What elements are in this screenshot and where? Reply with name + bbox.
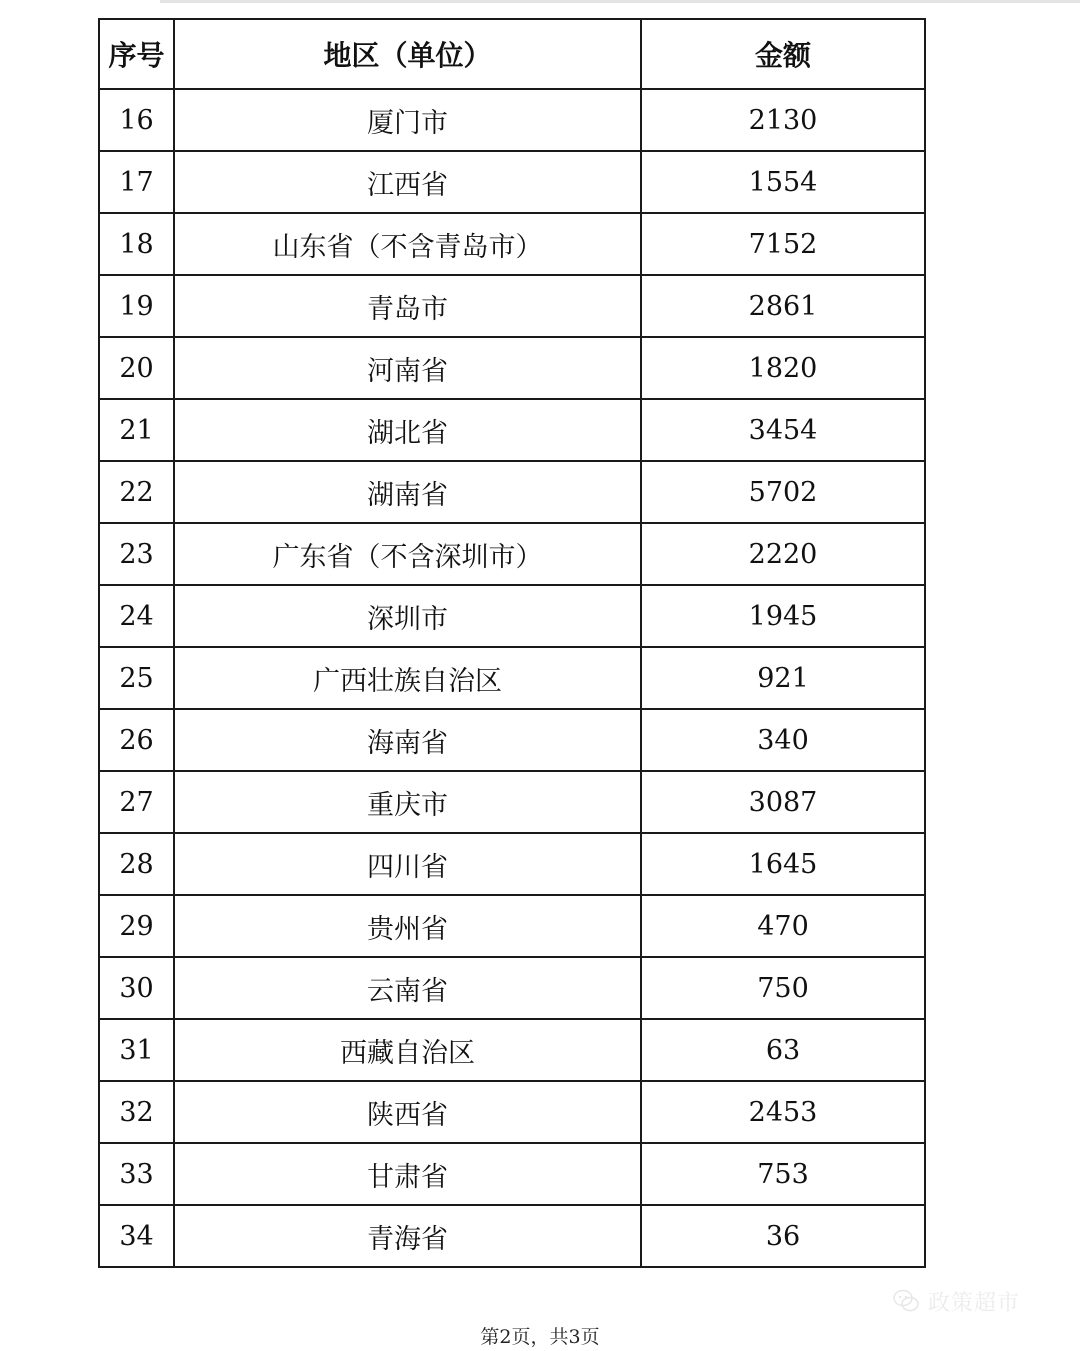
cell-amount: 3087 bbox=[641, 771, 925, 833]
table-row bbox=[99, 523, 925, 585]
header-amount: 金额 bbox=[641, 19, 925, 89]
watermark bbox=[892, 1284, 1062, 1318]
cell-region: 湖南省 bbox=[174, 461, 641, 523]
cell-amount: 36 bbox=[641, 1205, 925, 1267]
cell-amount: 921 bbox=[641, 647, 925, 709]
table-body bbox=[99, 89, 925, 1267]
table-row bbox=[99, 151, 925, 213]
cell-index: 33 bbox=[99, 1143, 174, 1205]
cell-amount: 2130 bbox=[641, 89, 925, 151]
cell-index: 17 bbox=[99, 151, 174, 213]
cell-amount: 753 bbox=[641, 1143, 925, 1205]
table-row bbox=[99, 1081, 925, 1143]
cell-region: 甘肃省 bbox=[174, 1143, 641, 1205]
cell-index: 22 bbox=[99, 461, 174, 523]
cell-amount: 63 bbox=[641, 1019, 925, 1081]
table-row bbox=[99, 709, 925, 771]
cell-region: 青岛市 bbox=[174, 275, 641, 337]
table-row bbox=[99, 833, 925, 895]
table-row bbox=[99, 275, 925, 337]
cell-amount: 340 bbox=[641, 709, 925, 771]
cell-index: 21 bbox=[99, 399, 174, 461]
cell-amount: 1645 bbox=[641, 833, 925, 895]
cell-region: 广东省（不含深圳市） bbox=[174, 523, 641, 585]
cell-index: 18 bbox=[99, 213, 174, 275]
cell-index: 20 bbox=[99, 337, 174, 399]
table-row bbox=[99, 213, 925, 275]
cell-amount: 1554 bbox=[641, 151, 925, 213]
table-row bbox=[99, 399, 925, 461]
table-row bbox=[99, 585, 925, 647]
cell-amount: 750 bbox=[641, 957, 925, 1019]
header-row bbox=[99, 19, 925, 89]
cell-amount: 2861 bbox=[641, 275, 925, 337]
cell-region: 云南省 bbox=[174, 957, 641, 1019]
cell-index: 32 bbox=[99, 1081, 174, 1143]
cell-index: 16 bbox=[99, 89, 174, 151]
cell-amount: 1820 bbox=[641, 337, 925, 399]
cell-index: 30 bbox=[99, 957, 174, 1019]
header-region: 地区（单位） bbox=[174, 19, 641, 89]
cell-index: 28 bbox=[99, 833, 174, 895]
wechat-icon bbox=[892, 1287, 920, 1315]
cell-region: 深圳市 bbox=[174, 585, 641, 647]
cell-region: 青海省 bbox=[174, 1205, 641, 1267]
cell-index: 24 bbox=[99, 585, 174, 647]
table-row bbox=[99, 89, 925, 151]
cell-region: 山东省（不含青岛市） bbox=[174, 213, 641, 275]
table-row bbox=[99, 1205, 925, 1267]
cell-region: 湖北省 bbox=[174, 399, 641, 461]
cell-index: 31 bbox=[99, 1019, 174, 1081]
cell-amount: 5702 bbox=[641, 461, 925, 523]
cell-region: 广西壮族自治区 bbox=[174, 647, 641, 709]
watermark-text: 政策超市 bbox=[928, 1290, 1021, 1316]
cell-index: 19 bbox=[99, 275, 174, 337]
cell-amount: 2453 bbox=[641, 1081, 925, 1143]
cell-region: 四川省 bbox=[174, 833, 641, 895]
cell-amount: 470 bbox=[641, 895, 925, 957]
cell-region: 贵州省 bbox=[174, 895, 641, 957]
table-header bbox=[99, 19, 925, 89]
cell-amount: 7152 bbox=[641, 213, 925, 275]
table-row bbox=[99, 647, 925, 709]
cell-region: 陕西省 bbox=[174, 1081, 641, 1143]
table-row bbox=[99, 957, 925, 1019]
table-row bbox=[99, 771, 925, 833]
cell-region: 河南省 bbox=[174, 337, 641, 399]
cell-index: 29 bbox=[99, 895, 174, 957]
cell-index: 27 bbox=[99, 771, 174, 833]
cell-region: 西藏自治区 bbox=[174, 1019, 641, 1081]
table-row bbox=[99, 895, 925, 957]
cell-index: 25 bbox=[99, 647, 174, 709]
header-index: 序号 bbox=[99, 19, 174, 89]
table-row bbox=[99, 1019, 925, 1081]
table-row bbox=[99, 337, 925, 399]
cell-index: 23 bbox=[99, 523, 174, 585]
page-number: 第2页，共3页 bbox=[480, 1326, 600, 1348]
cell-amount: 2220 bbox=[641, 523, 925, 585]
cell-region: 海南省 bbox=[174, 709, 641, 771]
cell-amount: 3454 bbox=[641, 399, 925, 461]
cell-region: 厦门市 bbox=[174, 89, 641, 151]
cell-region: 重庆市 bbox=[174, 771, 641, 833]
cell-index: 26 bbox=[99, 709, 174, 771]
cell-region: 江西省 bbox=[174, 151, 641, 213]
table-row bbox=[99, 1143, 925, 1205]
page-top-edge bbox=[160, 0, 1080, 3]
table-row bbox=[99, 461, 925, 523]
cell-amount: 1945 bbox=[641, 585, 925, 647]
funds-table bbox=[98, 18, 926, 1268]
cell-index: 34 bbox=[99, 1205, 174, 1267]
